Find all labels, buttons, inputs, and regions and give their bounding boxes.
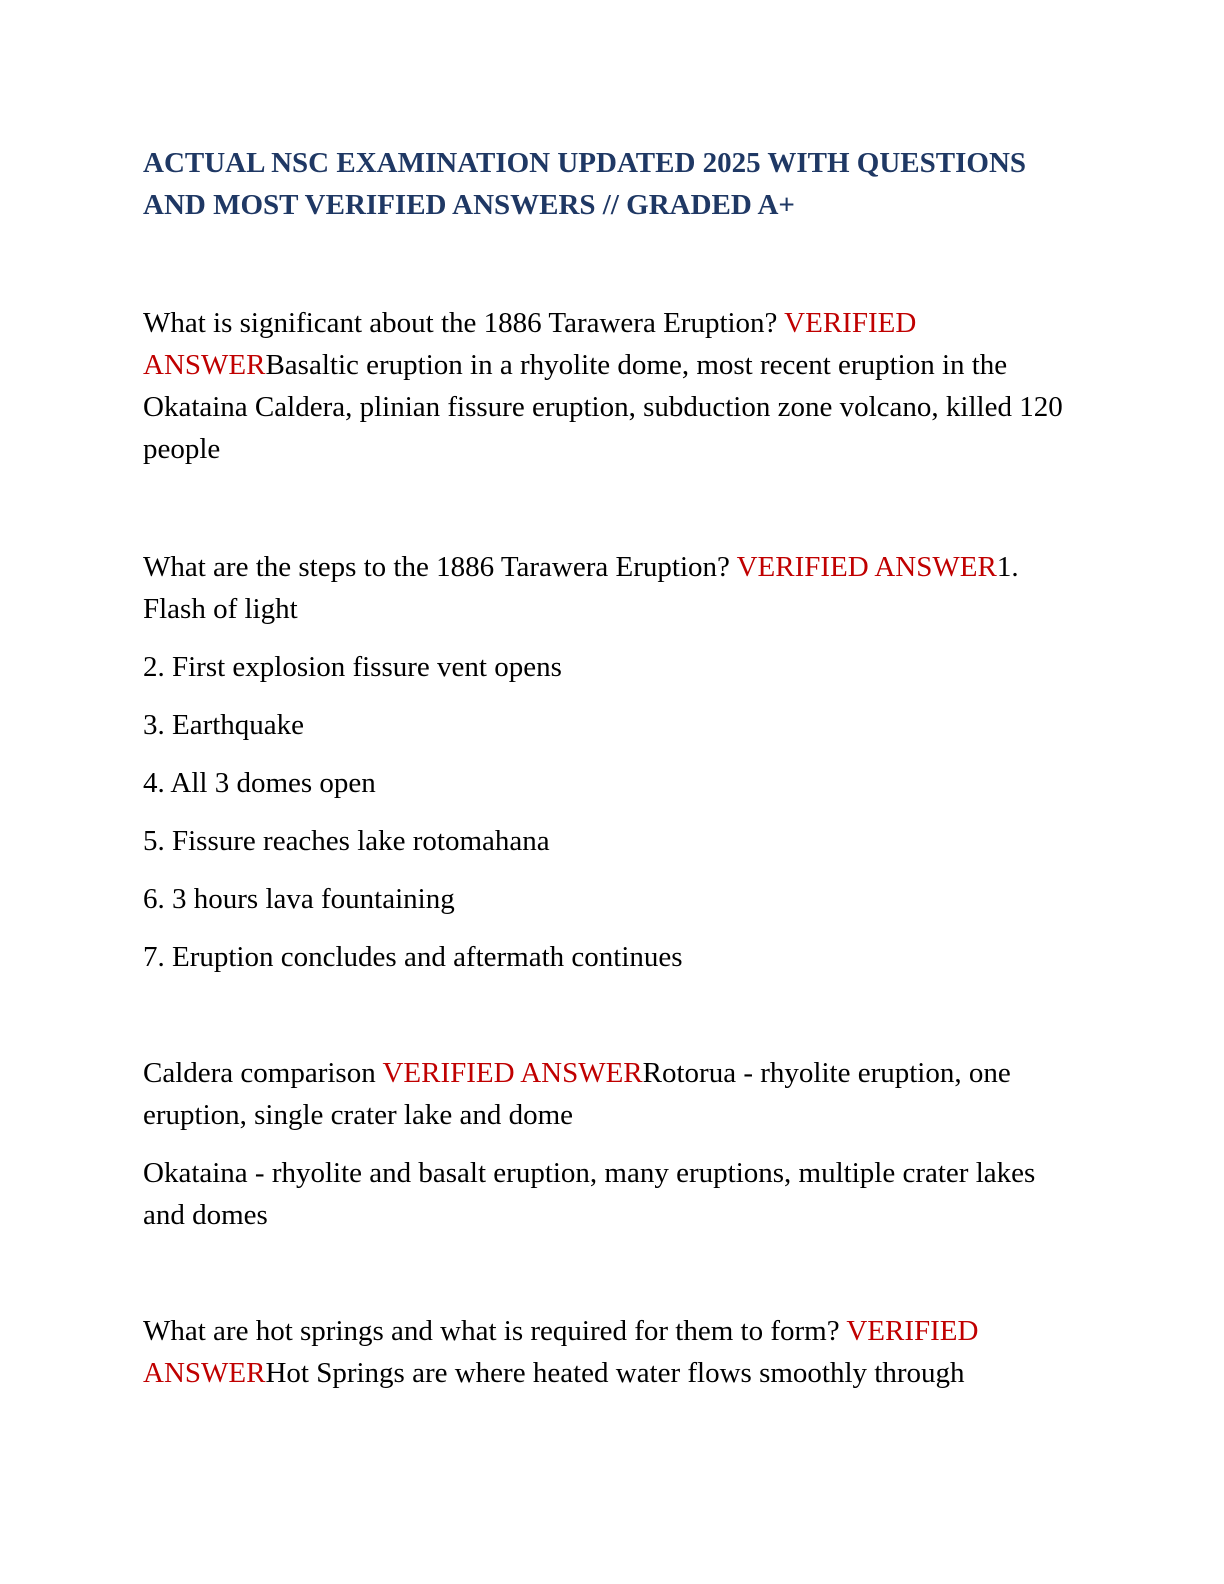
qa-paragraph <box>143 302 1083 470</box>
qa-item-2 <box>143 546 1083 978</box>
verified-answer-label: VERIFIED ANSWER <box>143 1315 979 1389</box>
step-item: 6. 3 hours lava fountaining <box>143 883 455 915</box>
answer-continuation: Okataina - rhyolite and basalt eruption, many eruptions, multiple crater lakes and domes <box>143 1157 1036 1231</box>
qa-paragraph <box>143 546 1083 630</box>
step-item: 2. First explosion fissure vent opens <box>143 651 562 683</box>
qa-item-3 <box>143 1052 1083 1236</box>
question-text: What is significant about the 1886 Tarawera Eruption? <box>143 307 785 339</box>
qa-item-4 <box>143 1310 1083 1394</box>
qa-item-1 <box>143 302 1083 470</box>
document-title: ACTUAL NSC EXAMINATION UPDATED 2025 WITH QUESTIONS AND MOST VERIFIED ANSWERS // GRADED A+ <box>143 147 1027 221</box>
verified-answer-label: VERIFIED ANSWER <box>736 551 997 583</box>
document-page <box>143 142 1083 1394</box>
question-text: Caldera comparison <box>143 1057 383 1089</box>
step-item: 7. Eruption concludes and aftermath continues <box>143 941 683 973</box>
step-item: 5. Fissure reaches lake rotomahana <box>143 825 550 857</box>
qa-paragraph <box>143 1052 1083 1136</box>
answer-text: Basaltic eruption in a rhyolite dome, most recent eruption in the Okataina Caldera, plinian fissure eruption, subduction zone volcano, killed 120 people <box>143 349 1063 465</box>
qa-paragraph <box>143 1310 1083 1394</box>
step-item: 4. All 3 domes open <box>143 767 376 799</box>
verified-answer-label: VERIFIED ANSWER <box>143 307 917 381</box>
question-text: What are hot springs and what is required for them to form? <box>143 1315 847 1347</box>
answer-text: 1. Flash of light <box>143 551 1019 625</box>
answer-text: Hot Springs are where heated water flows smoothly through <box>265 1357 965 1389</box>
answer-text: Rotorua - rhyolite eruption, one eruption, single crater lake and dome <box>143 1057 1011 1131</box>
question-text: What are the steps to the 1886 Tarawera Eruption? <box>143 551 737 583</box>
verified-answer-label: VERIFIED ANSWER <box>382 1057 643 1089</box>
step-item: 3. Earthquake <box>143 709 305 741</box>
